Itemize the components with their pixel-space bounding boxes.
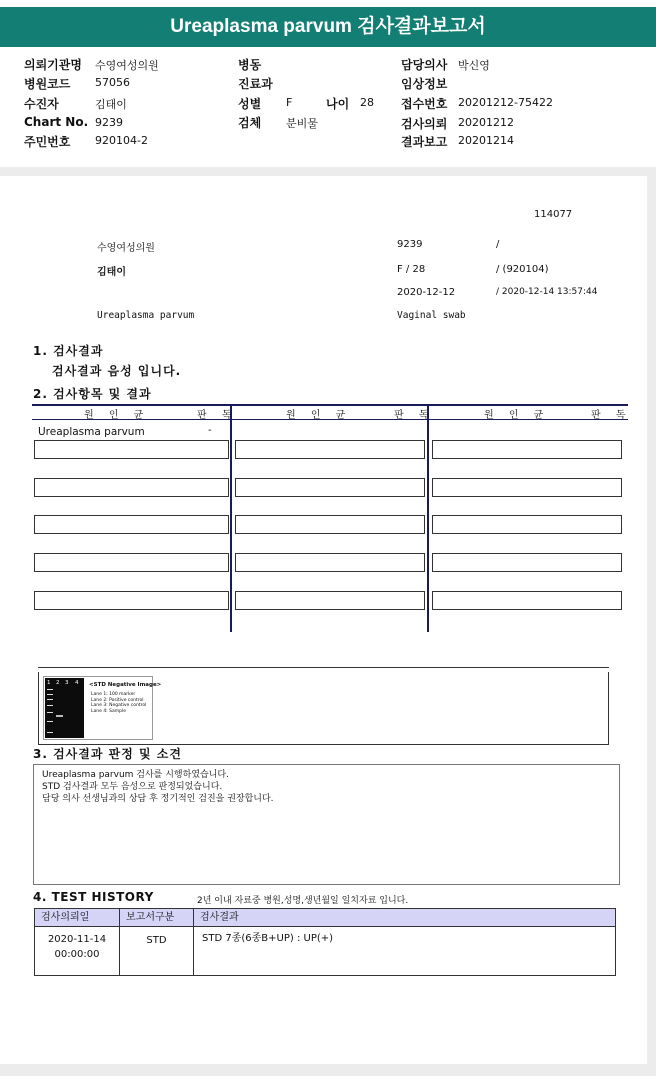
gel-image [45,678,84,738]
result-box [235,553,425,572]
age-value: 28 [360,96,374,109]
gel-lane-3: 3 [65,680,69,686]
report-clinic: 수영여성의원 [97,243,155,254]
hospital-code-value: 57056 [95,76,130,89]
report-slash: / [496,239,500,250]
gel-legend-item: Lane 2: Positive control [91,697,144,703]
history-row-type: STD [146,935,167,946]
result-box [34,553,229,572]
col-judgment-3: 판 독 [591,410,632,421]
result-box [432,440,622,459]
doctor-value: 박신영 [458,59,490,72]
gel-legend-item: Lane 4: Sample [91,708,126,714]
col-judgment-1: 판 독 [197,410,238,421]
ward-label: 병동 [238,58,262,72]
gel-band [47,721,53,722]
history-header-date: 검사의뢰일 [35,909,120,927]
age-label: 나이 [326,97,350,111]
result-box [432,553,622,572]
col-judgment-2: 판 독 [394,410,435,421]
result-row1-name: Ureaplasma parvum [38,426,145,438]
history-table [34,908,616,976]
gel-legend [91,692,146,714]
gel-lane-4: 4 [75,680,79,686]
result-box [235,478,425,497]
receipt-value: 20201212-75422 [458,96,553,109]
report-number: 114077 [534,209,573,220]
report-date: 2020-12-12 [397,287,456,298]
history-header-result: 검사결과 [194,909,615,927]
result-box [432,478,622,497]
hospital-code-label: 병원코드 [24,77,71,91]
history-row-result: STD 7종(6종B+UP) : UP(+) [202,933,334,944]
gel-band [47,712,53,713]
result-box [235,440,425,459]
gel-lane-2: 2 [56,680,60,686]
report-specimen: Vaginal swab [397,310,466,321]
result-box [432,591,622,610]
gel-band [47,699,53,700]
sex-label: 성별 [238,97,262,111]
dept-label: 진료과 [238,77,273,91]
receipt-label: 접수번호 [401,97,448,111]
report-birth: / (920104) [496,264,549,275]
report-chart: 9239 [397,239,423,250]
gel-band [47,732,53,733]
result-box [34,591,229,610]
report-datetime: / 2020-12-14 13:57:44 [496,287,598,297]
result-row1-value: - [208,425,212,436]
doctor-label: 담당의사 [401,58,448,72]
request-value: 20201212 [458,116,514,129]
gel-legend-item: Lane 3: Negative control [91,703,147,708]
resident-value: 920104-2 [95,134,148,147]
sex-value: F [286,96,293,109]
result-box [34,478,229,497]
institution-value: 수영여성의원 [95,59,159,72]
resident-label: 주민번호 [24,135,71,149]
section3-title: 3. 검사결과 판정 및 소견 [33,747,182,761]
history-note: 2년 이내 자료중 병원,성명,생년월일 일치자료 입니다. [197,896,409,906]
section1-title: 1. 검사결과 [33,344,104,358]
result-box [34,440,229,459]
result-value: 20201214 [458,134,514,147]
section2-title: 2. 검사항목 및 결과 [33,387,152,401]
gel-title: <STD Negative Image> [89,682,162,688]
history-row-date: 2020-11-14 [47,934,107,945]
request-label: 검사의뢰 [401,117,448,131]
opinion-line: Ureaplasma parvum 검사를 시행하였습니다. [42,770,229,780]
chart-value: 9239 [95,116,123,129]
result-box [235,591,425,610]
gel-band [47,694,53,695]
report-title: Ureaplasma parvum 검사결과보고서 [0,7,656,47]
report-test: Ureaplasma parvum [97,310,195,321]
report-patient: 김태이 [97,267,126,278]
gel-lane-1: 1 [47,680,51,686]
gel-band [47,689,53,690]
result-label: 결과보고 [401,135,448,149]
section1-text: 검사결과 음성 입니다. [52,364,182,378]
section4-title: 4. TEST HISTORY [33,890,154,904]
results-divider-2 [427,404,429,632]
gel-top-rule [38,667,609,668]
result-box [34,515,229,534]
gel-band [47,705,53,706]
opinion-box [33,764,620,885]
institution-label: 의뢰기관명 [24,58,82,72]
results-divider-1 [230,404,232,632]
col-pathogen-2: 원 인 균 [286,410,352,421]
col-pathogen-3: 원 인 균 [484,410,550,421]
patient-label: 수진자 [24,97,59,111]
gel-band-positive [56,715,63,717]
clinical-label: 임상정보 [401,77,448,91]
history-row-time: 00:00:00 [54,949,100,960]
specimen-value: 분비물 [286,117,318,130]
opinion-line: 담당 의사 선생님과의 상담 후 정기적인 검진을 권장합니다. [42,794,274,804]
chart-label: Chart No. [24,115,89,129]
history-col-divider [193,927,194,975]
opinion-line: STD 검사결과 모두 음성으로 판정되었습니다. [42,782,223,792]
patient-value: 김태이 [95,98,127,111]
history-header-type: 보고서구분 [120,909,194,927]
result-box [432,515,622,534]
gel-legend-item: Lane 1: 100 marker [91,692,136,697]
col-pathogen-1: 원 인 균 [84,410,150,421]
report-sex-age: F / 28 [397,264,426,275]
result-box [235,515,425,534]
specimen-label: 검체 [238,116,262,130]
